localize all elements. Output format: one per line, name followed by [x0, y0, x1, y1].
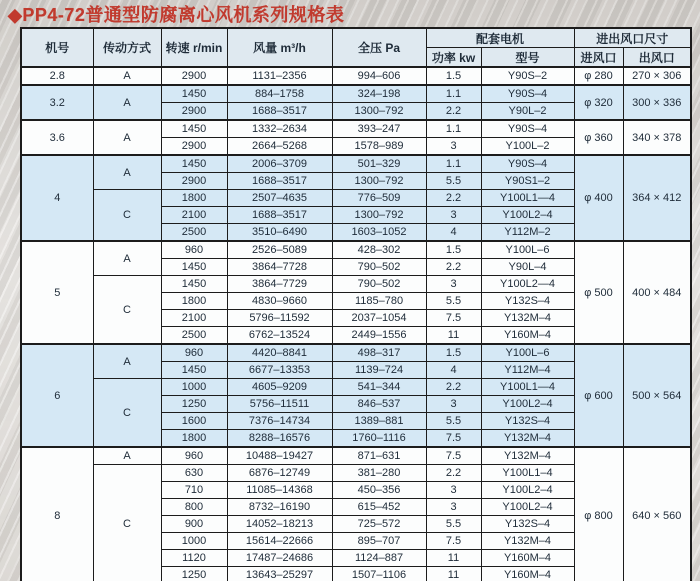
flow-cell: 4605–9209: [227, 379, 332, 396]
pressure-cell: 790–502: [332, 276, 426, 293]
speed-cell: 1450: [161, 259, 227, 276]
flow-cell: 13643–25297: [227, 567, 332, 581]
pressure-cell: 1185–780: [332, 293, 426, 310]
model-cell: Y132S–4: [481, 413, 574, 430]
drive-type-cell: A: [93, 155, 161, 190]
power-cell: 3: [426, 138, 481, 156]
flow-cell: 15614–22666: [227, 533, 332, 550]
pressure-cell: 2037–1054: [332, 310, 426, 327]
header-power: 功率 kw: [426, 48, 481, 68]
flow-cell: 11085–14368: [227, 482, 332, 499]
outlet-size-cell: 270 × 306: [623, 67, 691, 85]
inlet-size-cell: φ 280: [574, 67, 623, 85]
flow-cell: 4420–8841: [227, 344, 332, 362]
pressure-cell: 776–509: [332, 190, 426, 207]
power-cell: 2.2: [426, 103, 481, 121]
machine-no-cell: 3.2: [21, 85, 93, 120]
speed-cell: 2900: [161, 67, 227, 85]
flow-cell: 2006–3709: [227, 155, 332, 173]
model-cell: Y100L2–4: [481, 499, 574, 516]
speed-cell: 960: [161, 447, 227, 465]
pressure-cell: 324–198: [332, 85, 426, 103]
flow-cell: 1332–2634: [227, 120, 332, 138]
model-cell: Y90S–2: [481, 67, 574, 85]
inlet-size-cell: φ 800: [574, 447, 623, 581]
speed-cell: 1800: [161, 190, 227, 207]
flow-cell: 2664–5268: [227, 138, 332, 156]
outlet-size-cell: 364 × 412: [623, 155, 691, 241]
model-cell: Y112M–2: [481, 224, 574, 242]
machine-no-cell: 3.6: [21, 120, 93, 155]
power-cell: 1.1: [426, 155, 481, 173]
pressure-cell: 1578–989: [332, 138, 426, 156]
power-cell: 1.1: [426, 85, 481, 103]
header-drive-type: 传动方式: [93, 28, 161, 67]
speed-cell: 2100: [161, 310, 227, 327]
speed-cell: 630: [161, 465, 227, 482]
header-speed: 转速 r/min: [161, 28, 227, 67]
power-cell: 1.5: [426, 344, 481, 362]
inlet-size-cell: φ 320: [574, 85, 623, 120]
header-flow: 风量 m³/h: [227, 28, 332, 67]
flow-cell: 1131–2356: [227, 67, 332, 85]
pressure-cell: 498–317: [332, 344, 426, 362]
flow-cell: 4830–9660: [227, 293, 332, 310]
model-cell: Y112M–4: [481, 362, 574, 379]
model-cell: Y160M–4: [481, 550, 574, 567]
power-cell: 1.5: [426, 67, 481, 85]
model-cell: Y90S–4: [481, 85, 574, 103]
power-cell: 11: [426, 327, 481, 345]
power-cell: 3: [426, 499, 481, 516]
flow-cell: 1688–3517: [227, 173, 332, 190]
pressure-cell: 994–606: [332, 67, 426, 85]
speed-cell: 2900: [161, 173, 227, 190]
drive-type-cell: C: [93, 276, 161, 345]
flow-cell: 8288–16576: [227, 430, 332, 448]
header-machine-no: 机号: [21, 28, 93, 67]
outlet-size-cell: 500 × 564: [623, 344, 691, 447]
header-motor-group: 配套电机: [426, 28, 574, 48]
table-row: [21, 447, 691, 465]
speed-cell: 1250: [161, 396, 227, 413]
power-cell: 3: [426, 396, 481, 413]
drive-type-cell: A: [93, 67, 161, 85]
speed-cell: 1450: [161, 85, 227, 103]
flow-cell: 2526–5089: [227, 241, 332, 259]
pressure-cell: 871–631: [332, 447, 426, 465]
flow-cell: 5756–11511: [227, 396, 332, 413]
machine-no-cell: 2.8: [21, 67, 93, 85]
model-cell: Y100L–6: [481, 344, 574, 362]
speed-cell: 1600: [161, 413, 227, 430]
header-outlet: 出风口: [623, 48, 691, 68]
model-cell: Y100L1—4: [481, 190, 574, 207]
model-cell: Y90S–4: [481, 120, 574, 138]
model-cell: Y90L–2: [481, 103, 574, 121]
pressure-cell: 1139–724: [332, 362, 426, 379]
speed-cell: 800: [161, 499, 227, 516]
pressure-cell: 846–537: [332, 396, 426, 413]
pressure-cell: 2449–1556: [332, 327, 426, 345]
header-duct-group: 进出风口尺寸: [574, 28, 691, 48]
outlet-size-cell: 400 × 484: [623, 241, 691, 344]
flow-cell: 884–1758: [227, 85, 332, 103]
power-cell: 3: [426, 482, 481, 499]
power-cell: 7.5: [426, 447, 481, 465]
flow-cell: 7376–14734: [227, 413, 332, 430]
power-cell: 5.5: [426, 516, 481, 533]
model-cell: Y100L–6: [481, 241, 574, 259]
drive-type-cell: A: [93, 344, 161, 379]
pressure-cell: 790–502: [332, 259, 426, 276]
inlet-size-cell: φ 360: [574, 120, 623, 155]
table-row: [21, 85, 691, 103]
power-cell: 11: [426, 567, 481, 581]
speed-cell: 1120: [161, 550, 227, 567]
model-cell: Y100L–2: [481, 138, 574, 156]
outlet-size-cell: 340 × 378: [623, 120, 691, 155]
speed-cell: 960: [161, 241, 227, 259]
table-row: [21, 241, 691, 259]
model-cell: Y100L2—4: [481, 276, 574, 293]
speed-cell: 1800: [161, 293, 227, 310]
speed-cell: 1250: [161, 567, 227, 581]
flow-cell: 1688–3517: [227, 207, 332, 224]
speed-cell: 2500: [161, 224, 227, 242]
table-header: [21, 28, 691, 67]
table-row: [21, 120, 691, 138]
speed-cell: 1000: [161, 379, 227, 396]
power-cell: 4: [426, 362, 481, 379]
speed-cell: 900: [161, 516, 227, 533]
model-cell: Y132M–4: [481, 310, 574, 327]
model-cell: Y100L1–4: [481, 465, 574, 482]
machine-no-cell: 5: [21, 241, 93, 344]
speed-cell: 2100: [161, 207, 227, 224]
speed-cell: 1000: [161, 533, 227, 550]
pressure-cell: 1300–792: [332, 173, 426, 190]
model-cell: Y132M–4: [481, 447, 574, 465]
power-cell: 1.5: [426, 241, 481, 259]
model-cell: Y90S–4: [481, 155, 574, 173]
table-row: [21, 155, 691, 173]
speed-cell: 1450: [161, 276, 227, 293]
pressure-cell: 381–280: [332, 465, 426, 482]
pressure-cell: 1124–887: [332, 550, 426, 567]
model-cell: Y90S1–2: [481, 173, 574, 190]
machine-no-cell: 6: [21, 344, 93, 447]
outlet-size-cell: 300 × 336: [623, 85, 691, 120]
power-cell: 5.5: [426, 173, 481, 190]
power-cell: 5.5: [426, 413, 481, 430]
pressure-cell: 1760–1116: [332, 430, 426, 448]
flow-cell: 10488–19427: [227, 447, 332, 465]
spec-table-container: [20, 27, 692, 581]
drive-type-cell: A: [93, 120, 161, 155]
fan-spec-table: [20, 27, 692, 581]
power-cell: 7.5: [426, 533, 481, 550]
inlet-size-cell: φ 500: [574, 241, 623, 344]
pressure-cell: 541–344: [332, 379, 426, 396]
flow-cell: 6762–13524: [227, 327, 332, 345]
model-cell: Y100L1—4: [481, 379, 574, 396]
pressure-cell: 428–302: [332, 241, 426, 259]
flow-cell: 5796–11592: [227, 310, 332, 327]
drive-type-cell: A: [93, 241, 161, 276]
model-cell: Y160M–4: [481, 327, 574, 345]
flow-cell: 3510–6490: [227, 224, 332, 242]
model-cell: Y132M–4: [481, 533, 574, 550]
speed-cell: 1450: [161, 362, 227, 379]
flow-cell: 6876–12749: [227, 465, 332, 482]
pressure-cell: 393–247: [332, 120, 426, 138]
speed-cell: 2900: [161, 103, 227, 121]
flow-cell: 17487–24686: [227, 550, 332, 567]
machine-no-cell: 8: [21, 447, 93, 581]
table-row: [21, 344, 691, 362]
drive-type-cell: A: [93, 447, 161, 465]
model-cell: Y160M–4: [481, 567, 574, 581]
pressure-cell: 615–452: [332, 499, 426, 516]
power-cell: 5.5: [426, 293, 481, 310]
flow-cell: 1688–3517: [227, 103, 332, 121]
power-cell: 7.5: [426, 310, 481, 327]
power-cell: 2.2: [426, 465, 481, 482]
flow-cell: 2507–4635: [227, 190, 332, 207]
drive-type-cell: A: [93, 85, 161, 120]
power-cell: 2.2: [426, 379, 481, 396]
model-cell: Y100L2–4: [481, 482, 574, 499]
inlet-size-cell: φ 600: [574, 344, 623, 447]
power-cell: 3: [426, 207, 481, 224]
table-row: [21, 67, 691, 85]
speed-cell: 2900: [161, 138, 227, 156]
model-cell: Y90L–4: [481, 259, 574, 276]
pressure-cell: 501–329: [332, 155, 426, 173]
pressure-cell: 1389–881: [332, 413, 426, 430]
speed-cell: 2500: [161, 327, 227, 345]
page-title: ◆PP4-72普通型防腐离心风机系列规格表: [8, 5, 345, 25]
flow-cell: 8732–16190: [227, 499, 332, 516]
speed-cell: 710: [161, 482, 227, 499]
pressure-cell: 1507–1106: [332, 567, 426, 581]
speed-cell: 1450: [161, 155, 227, 173]
model-cell: Y132M–4: [481, 430, 574, 448]
inlet-size-cell: φ 400: [574, 155, 623, 241]
pressure-cell: 450–356: [332, 482, 426, 499]
spec-table-body: [21, 67, 691, 581]
drive-type-cell: C: [93, 379, 161, 448]
speed-cell: 1450: [161, 120, 227, 138]
power-cell: 1.1: [426, 120, 481, 138]
header-pressure: 全压 Pa: [332, 28, 426, 67]
flow-cell: 6677–13353: [227, 362, 332, 379]
pressure-cell: 1300–792: [332, 103, 426, 121]
header-model: 型号: [481, 48, 574, 68]
model-cell: Y132S–4: [481, 293, 574, 310]
drive-type-cell: C: [93, 465, 161, 581]
flow-cell: 3864–7729: [227, 276, 332, 293]
flow-cell: 14052–18213: [227, 516, 332, 533]
model-cell: Y100L2–4: [481, 207, 574, 224]
power-cell: 7.5: [426, 430, 481, 448]
model-cell: Y132S–4: [481, 516, 574, 533]
power-cell: 11: [426, 550, 481, 567]
power-cell: 4: [426, 224, 481, 242]
pressure-cell: 1300–792: [332, 207, 426, 224]
flow-cell: 3864–7728: [227, 259, 332, 276]
power-cell: 2.2: [426, 190, 481, 207]
speed-cell: 960: [161, 344, 227, 362]
machine-no-cell: 4: [21, 155, 93, 241]
power-cell: 3: [426, 276, 481, 293]
power-cell: 2.2: [426, 259, 481, 276]
pressure-cell: 1603–1052: [332, 224, 426, 242]
outlet-size-cell: 640 × 560: [623, 447, 691, 581]
pressure-cell: 895–707: [332, 533, 426, 550]
speed-cell: 1800: [161, 430, 227, 448]
model-cell: Y100L2–4: [481, 396, 574, 413]
drive-type-cell: C: [93, 190, 161, 242]
pressure-cell: 725–572: [332, 516, 426, 533]
header-inlet: 进风口: [574, 48, 623, 68]
